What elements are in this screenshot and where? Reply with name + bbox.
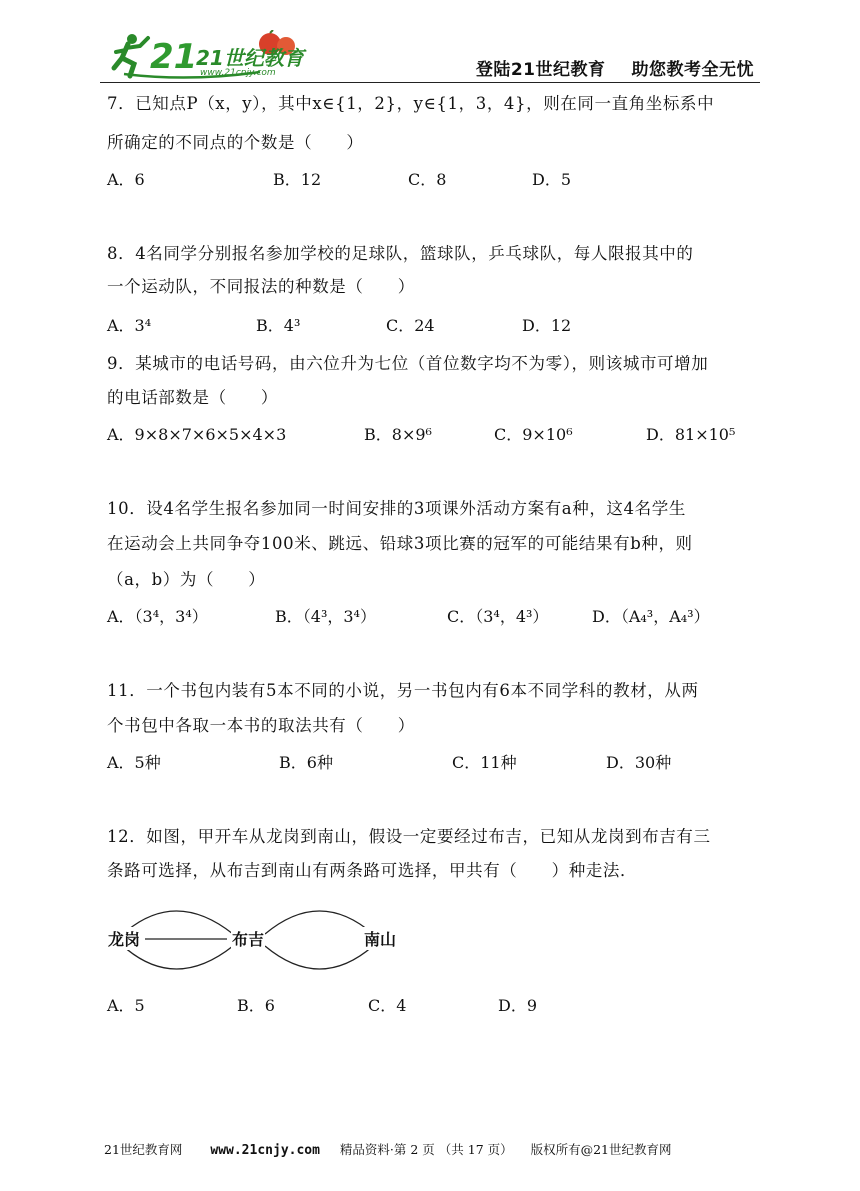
question-11-option-a: A．5种 [107,753,161,772]
place-label-longgang: 龙岗 [107,927,141,950]
question-11-option-c: C．11种 [452,753,517,772]
question-7-line-2: 所确定的不同点的个数是（ ） [107,133,364,152]
logo-text: 21世纪教育 [196,46,304,70]
question-10-option-c: C．（3⁴，4³） [447,607,549,626]
question-8-option-a: A．3⁴ [107,316,152,335]
question-8-option-c: C．24 [386,316,435,335]
question-10-line-1: 10．设4名学生报名参加同一时间安排的3项课外活动方案有a种，这4名学生 [107,499,686,518]
question-9-option-b: B．8×9⁶ [364,425,432,444]
question-7-option-d: D．5 [532,170,572,189]
question-10-line-3: （a，b）为（ ） [107,570,266,589]
question-9-line-1: 9．某城市的电话号码，由六位升为七位（首位数字均不为零），则该城市可增加 [107,354,709,373]
page-footer [104,1140,672,1158]
question-11-option-b: B．6种 [279,753,333,772]
svg-text:21: 21 [150,37,198,77]
question-8-option-d: D．12 [522,316,572,335]
question-12-option-a: A．5 [107,996,145,1015]
header-slogan [476,55,754,80]
road-lower-right [265,946,373,969]
question-7-option-a: A．6 [107,170,145,189]
question-12-option-c: C．4 [368,996,407,1015]
question-10-line-2: 在运动会上共同争夺100米、跳远、铅球3项比赛的冠军的可能结果有b种，则 [107,534,693,553]
question-11-line-1: 11．一个书包内装有5本不同的小说，另一书包内有6本不同学科的教材，从两 [107,681,699,700]
question-10-option-d: D．（A₄³，A₄³） [592,607,710,626]
question-8-option-b: B．4³ [256,316,301,335]
page-header [100,22,760,84]
question-12-line-1: 12．如图，甲开车从龙岗到南山，假设一定要经过布吉，已知从龙岗到布吉有三 [107,827,711,846]
question-11-option-d: D．30种 [606,753,672,772]
question-9-option-c: C．9×10⁶ [494,425,573,444]
slogan-right: 助您教考全无忧 [631,60,754,80]
logo-url: www.21cnjy.com [200,68,276,78]
question-12-option-d: D．9 [498,996,538,1015]
footer-site: 21世纪教育网 [104,1142,183,1157]
route-diagram [105,898,425,978]
footer-copyright: 版权所有@21世纪教育网 [530,1142,672,1157]
place-label-nanshan: 南山 [363,927,397,950]
slogan-left: 登陆21世纪教育 [475,60,606,80]
question-7-option-c: C．8 [408,170,447,189]
question-9-line-2: 的电话部数是（ ） [107,388,278,407]
question-10-option-b: B．（4³，3⁴） [275,607,376,626]
road-upper-right [265,911,373,934]
question-7-option-b: B．12 [273,170,322,189]
question-9-option-d: D．81×10⁵ [646,425,736,444]
question-8-line-2: 一个运动队，不同报法的种数是（ ） [107,277,415,296]
site-logo[interactable] [110,30,310,80]
question-11-line-2: 个书包中各取一本书的取法共有（ ） [107,716,415,735]
place-label-buji: 布吉 [231,927,265,950]
header-divider [100,82,760,83]
footer-url-link[interactable]: www.21cnjy.com [210,1143,320,1158]
question-10-option-a: A．（3⁴，3⁴） [107,607,208,626]
footer-page-info: 精品资料·第 2 页 （共 17 页） [339,1142,513,1157]
question-8-line-1: 8．4名同学分别报名参加学校的足球队，篮球队，乒乓球队，每人限报其中的 [107,244,694,263]
question-7-line-1: 7．已知点P（x，y），其中x∈{1，2}，y∈{1，3，4}，则在同一直角坐标系中 [107,94,715,113]
question-12-line-2: 条路可选择，从布吉到南山有两条路可选择，甲共有（ ）种走法． [107,861,638,880]
question-12-option-b: B．6 [237,996,275,1015]
question-9-option-a: A．9×8×7×6×5×4×3 [107,425,287,444]
